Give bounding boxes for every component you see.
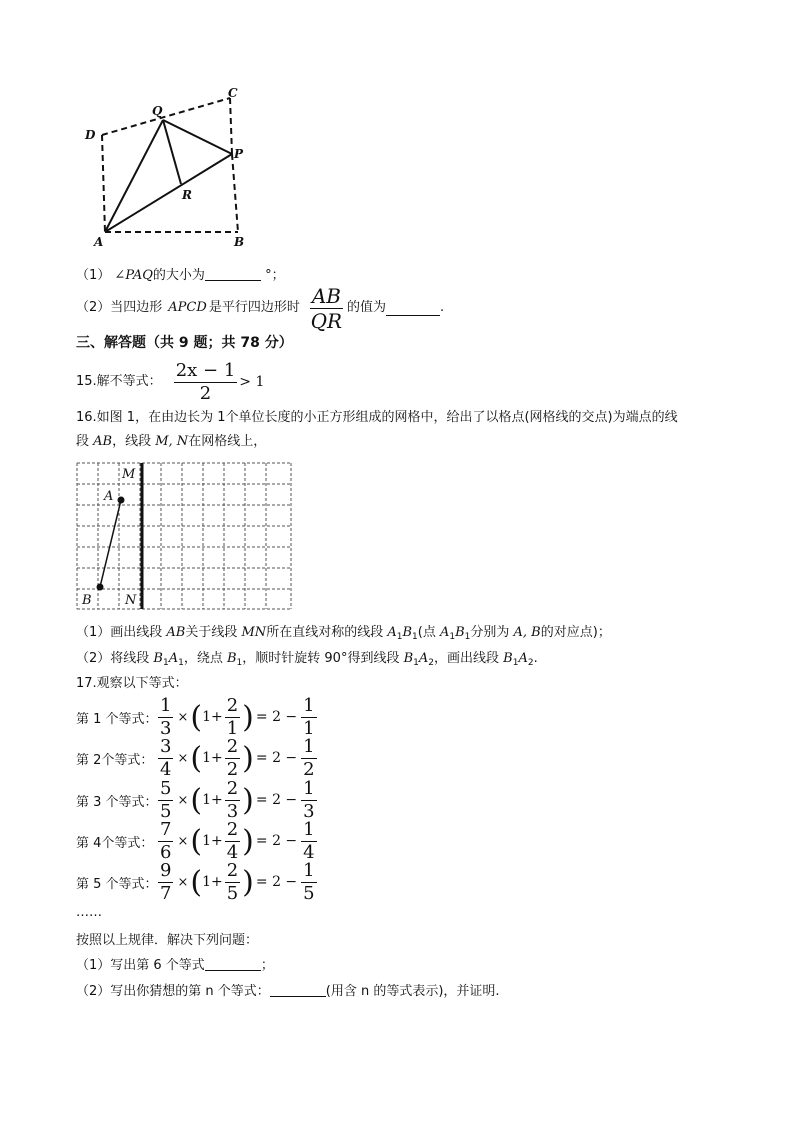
angle-paq: ∠PAQ <box>114 268 153 283</box>
equals-two-minus: = 2 − <box>255 874 298 890</box>
fraction-a: $\frac{9}{7}$ <box>160 859 172 904</box>
equation-label: 第 2个等式： <box>76 752 154 768</box>
q16-line2: 段 AB，线段 M, N在网格线上， <box>76 434 267 449</box>
equation-row <box>76 735 319 780</box>
right-paren: ) <box>242 823 254 859</box>
fraction-a: $\frac{3}{4}$ <box>160 735 172 780</box>
one-plus: 1+ <box>202 792 223 808</box>
equation-row <box>76 818 319 863</box>
times-sign: × <box>177 833 189 849</box>
q14-part2: （2） 当四边形 APCD 是平行四边形时 $\frac{AB}{QR}$ 的值为 . <box>76 283 445 333</box>
fraction-c: $\frac{1}{3}$ <box>303 777 315 822</box>
fraction-a: $\frac{7}{6}$ <box>160 818 172 863</box>
right-paren: ) <box>242 740 254 776</box>
q17-title: 17.观察以下等式： <box>76 676 188 691</box>
left-paren: ( <box>190 740 203 776</box>
q17-part1: （1）写出第 6 个等式 ； <box>76 958 274 973</box>
label-a: A <box>94 235 104 249</box>
fraction-a: $\frac{1}{3}$ <box>160 694 172 739</box>
q15: 15.解不等式： $\frac{2x - 1}{2}$ > 1 <box>76 359 265 404</box>
q16-part2: （2）将线段 $B_1A_1$，绕点 $B_1$，顺时针旋转 90°得到线段 $B_1A_2$，画出线段 $B_1A_2$. <box>76 651 538 668</box>
fraction-c: $\frac{1}{4}$ <box>303 818 315 863</box>
label-r: R <box>182 188 192 202</box>
times-sign: × <box>177 792 189 808</box>
right-paren: ) <box>242 699 254 735</box>
left-paren: ( <box>190 782 203 818</box>
q17-instruction: 按照以上规律．解决下列问题： <box>76 933 259 948</box>
quadrilateral-figure <box>80 84 260 254</box>
equation-label: 第 4个等式： <box>76 835 154 851</box>
section-heading: 三、解答题（共 9 题；共 78 分） <box>76 335 293 351</box>
one-plus: 1+ <box>202 833 223 849</box>
fraction-ab-qr: $\frac{AB}{QR}$ <box>310 283 343 333</box>
times-sign: × <box>177 874 189 890</box>
answer-blank[interactable] <box>386 301 440 316</box>
one-plus: 1+ <box>202 750 223 766</box>
grid-label-b: B <box>82 593 92 608</box>
equals-two-minus: = 2 − <box>255 709 298 725</box>
grid-label-m: M <box>122 467 136 482</box>
fraction-b: $\frac{2}{5}$ <box>226 859 239 904</box>
q16-part1: （1）画出线段 AB关于线段 MN所在直线对称的线段 $A_1B_1$(点 $A_1B_1$分别为 A, B的对应点)； <box>76 625 611 642</box>
grid-label-a: A <box>104 489 114 504</box>
fraction-b: $\frac{2}{3}$ <box>226 777 239 822</box>
grid-label-n: N <box>125 593 137 608</box>
fraction-b: $\frac{2}{4}$ <box>226 818 239 863</box>
right-paren: ) <box>242 782 254 818</box>
left-paren: ( <box>190 699 203 735</box>
fraction-b: $\frac{2}{1}$ <box>226 694 239 739</box>
q16-line1: 16.如图 1，在由边长为 1个单位长度的小正方形组成的网格中，给出了以格点(网格线的交点)为端点的线 <box>76 410 678 425</box>
answer-blank[interactable] <box>205 266 261 281</box>
grid-figure <box>76 462 296 612</box>
times-sign: × <box>177 750 189 766</box>
equation-label: 第 5 个等式： <box>76 876 158 892</box>
equals-two-minus: = 2 − <box>255 833 298 849</box>
one-plus: 1+ <box>202 709 223 725</box>
fraction-b: $\frac{2}{2}$ <box>226 735 239 780</box>
label-q: Q <box>152 104 163 118</box>
equals-two-minus: = 2 − <box>255 750 298 766</box>
times-sign: × <box>177 709 189 725</box>
equation-label: 第 1 个等式： <box>76 711 158 727</box>
q14-part1: （1） ∠PAQ的大小为 °； <box>76 268 285 283</box>
ellipsis: …… <box>76 905 102 920</box>
right-paren: ) <box>242 864 254 900</box>
answer-blank[interactable] <box>270 982 326 997</box>
fraction-c: $\frac{1}{1}$ <box>303 694 315 739</box>
left-paren: ( <box>190 864 203 900</box>
equation-row <box>76 694 319 739</box>
equals-two-minus: = 2 − <box>255 792 298 808</box>
left-paren: ( <box>190 823 203 859</box>
fraction-c: $\frac{1}{5}$ <box>303 859 315 904</box>
label-p: P <box>234 147 244 161</box>
answer-blank[interactable] <box>205 956 261 971</box>
q17-part2: （2）写出你猜想的第 n 个等式： (用含 n 的等式表示)，并证明. <box>76 984 500 999</box>
label-c: C <box>228 86 238 100</box>
label-d: D <box>85 128 96 142</box>
one-plus: 1+ <box>202 874 223 890</box>
equation-label: 第 3 个等式： <box>76 794 158 810</box>
fraction-c: $\frac{1}{2}$ <box>303 735 315 780</box>
fraction-a: $\frac{5}{5}$ <box>160 777 172 822</box>
equation-row <box>76 777 319 822</box>
inequality-fraction: $\frac{2x - 1}{2}$ <box>175 359 236 404</box>
label-b: B <box>234 235 245 249</box>
equation-row <box>76 859 319 904</box>
